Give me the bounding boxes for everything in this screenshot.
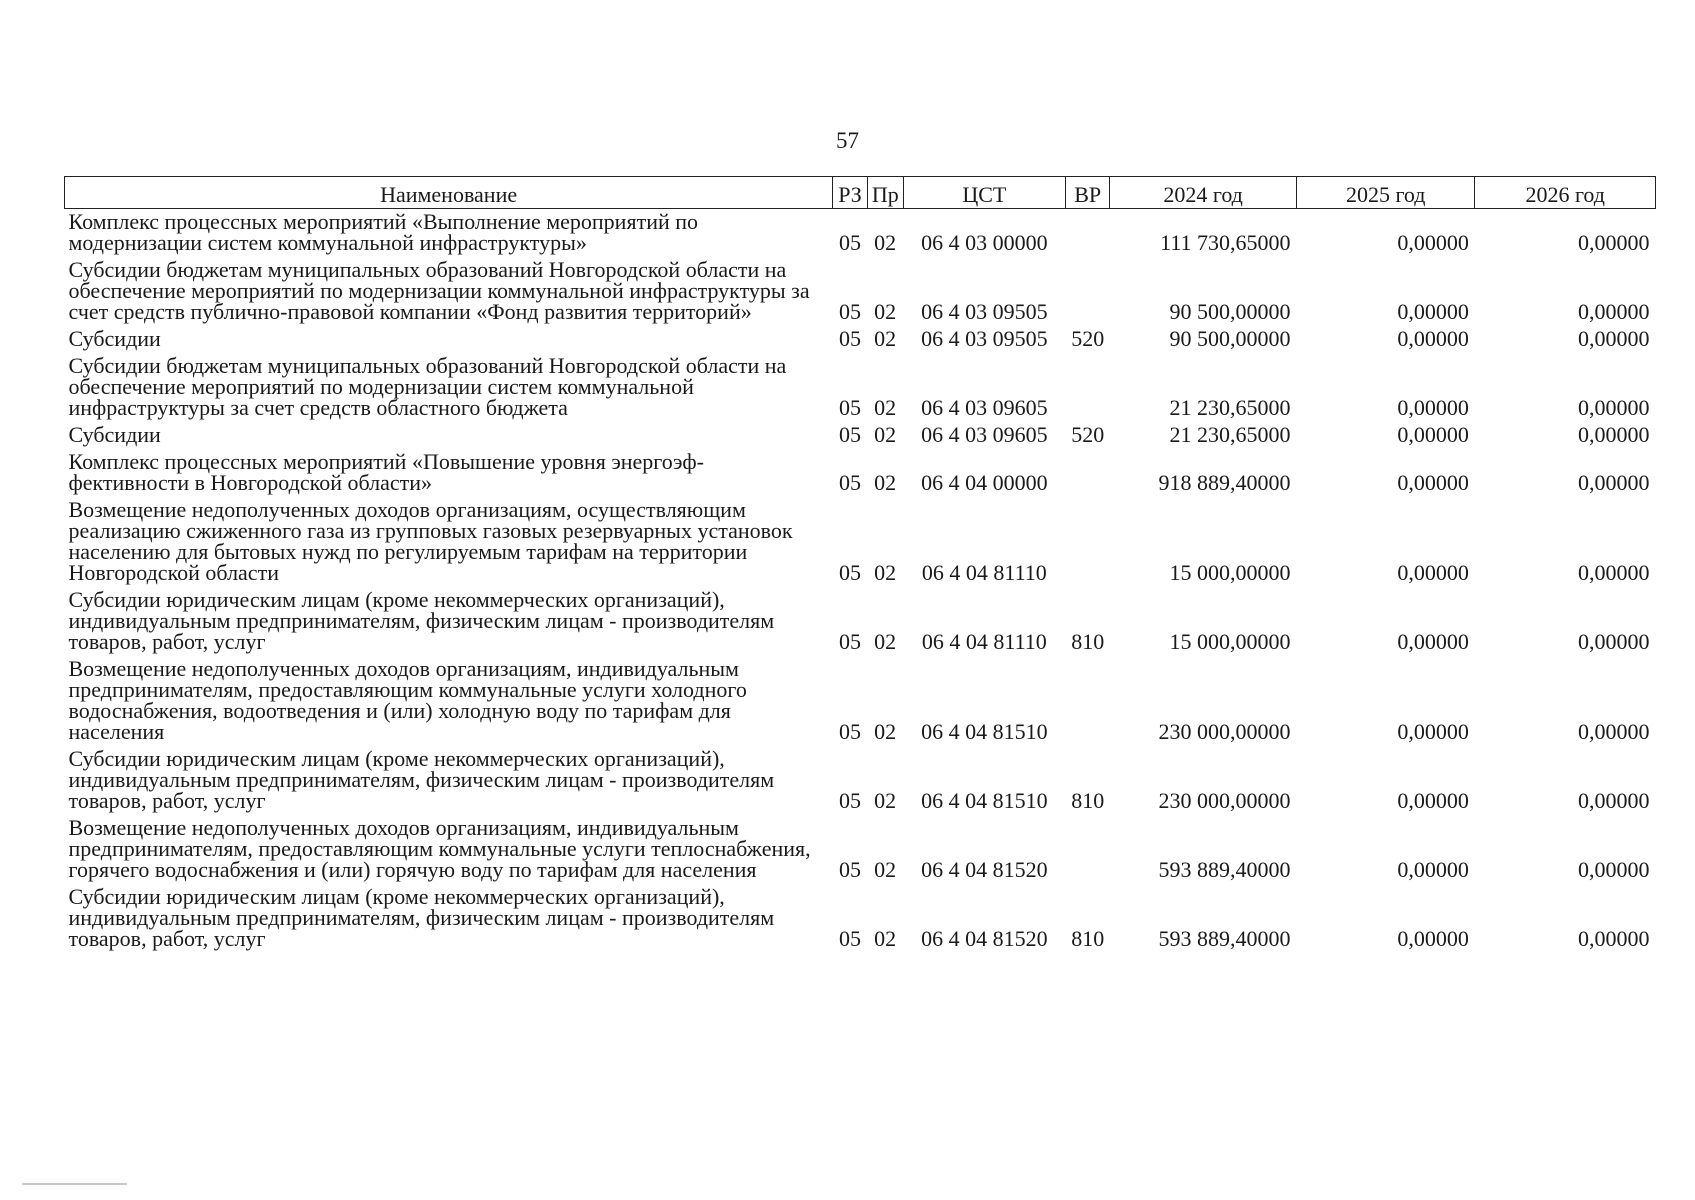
row-rz: 05	[839, 857, 862, 882]
scan-artifact-line	[22, 1183, 127, 1185]
row-vr: 520	[1071, 326, 1105, 351]
row-vr	[1066, 353, 1110, 422]
row-cst: 06 4 04 00000	[921, 470, 1048, 495]
header-pr: Пр	[867, 177, 903, 209]
row-2025: 0,00000	[1397, 299, 1469, 324]
row-pr: 02	[874, 299, 897, 324]
row-2025: 0,00000	[1397, 719, 1469, 744]
row-2024: 111 730,65000	[1160, 230, 1291, 255]
row-pr: 02	[874, 326, 897, 351]
row-pr: 02	[874, 470, 897, 495]
row-2025: 0,00000	[1397, 470, 1469, 495]
row-vr	[1066, 257, 1110, 326]
row-2026: 0,00000	[1578, 470, 1650, 495]
row-vr	[1066, 497, 1110, 587]
row-pr: 02	[874, 926, 897, 951]
row-2026: 0,00000	[1578, 719, 1650, 744]
row-rz: 05	[839, 470, 862, 495]
row-2025: 0,00000	[1397, 629, 1469, 654]
table-row	[65, 746, 1656, 815]
row-vr	[1066, 449, 1110, 497]
header-2026: 2026 год	[1475, 177, 1656, 209]
row-cst: 06 4 04 81110	[921, 629, 1047, 654]
row-vr	[1066, 656, 1110, 746]
header-name: Наименование	[65, 177, 833, 209]
row-rz: 05	[839, 230, 862, 255]
header-rz: РЗ	[833, 177, 868, 209]
row-rz: 05	[839, 395, 862, 420]
row-rz: 05	[839, 422, 862, 447]
row-rz: 05	[839, 326, 862, 351]
row-cst: 06 4 04 81520	[921, 857, 1048, 882]
row-2024: 593 889,40000	[1158, 857, 1291, 882]
row-name: Субсидии	[68, 326, 161, 351]
row-2025: 0,00000	[1397, 326, 1469, 351]
row-2024: 15 000,00000	[1169, 629, 1291, 654]
row-2026: 0,00000	[1578, 326, 1650, 351]
row-pr: 02	[874, 230, 897, 255]
table-row	[65, 587, 1656, 656]
row-2024: 15 000,00000	[1169, 560, 1291, 585]
row-2025: 0,00000	[1397, 926, 1469, 951]
row-cst: 06 4 04 81520	[921, 926, 1048, 951]
row-vr: 810	[1071, 788, 1105, 813]
table-header-row	[65, 177, 1656, 209]
row-cst: 06 4 03 09605	[921, 422, 1048, 447]
header-cst: ЦСТ	[903, 177, 1066, 209]
row-2024: 230 000,00000	[1158, 719, 1291, 744]
row-2026: 0,00000	[1578, 560, 1650, 585]
row-name: Субсидии юридическим лицам (кроме некоммерческих организаций), индивидуальным предпринимателям, физическим лицам - производителям товаров, работ, услуг	[68, 746, 775, 813]
row-name: Комплекс процессных мероприятий «Повышение уровня энергоэффективности в Новгородской области»	[68, 449, 704, 495]
row-2024: 230 000,00000	[1158, 788, 1291, 813]
row-rz: 05	[839, 299, 862, 324]
header-vr: ВР	[1066, 177, 1110, 209]
row-pr: 02	[874, 719, 897, 744]
row-name: Возмещение недополученных доходов организациям, осуществляющим реализацию сжиженного газа из групповых газовых резервуарных установок населению для бытовых нужд по регулируемым тарифам на территории Новгородской области	[68, 497, 793, 585]
row-pr: 02	[874, 629, 897, 654]
row-2026: 0,00000	[1578, 230, 1650, 255]
budget-table	[64, 176, 1656, 953]
header-2025: 2025 год	[1297, 177, 1475, 209]
row-2025: 0,00000	[1397, 422, 1469, 447]
row-2024: 918 889,40000	[1158, 470, 1291, 495]
table-row	[65, 815, 1656, 884]
row-name: Субсидии юридическим лицам (кроме некоммерческих организаций), индивидуальным предпринимателям, физическим лицам - производителям товаров, работ, услуг	[68, 587, 775, 654]
row-pr: 02	[874, 788, 897, 813]
row-2025: 0,00000	[1397, 395, 1469, 420]
row-2025: 0,00000	[1397, 230, 1469, 255]
table-row	[65, 326, 1656, 353]
header-2024: 2024 год	[1110, 177, 1297, 209]
row-name: Возмещение недополученных доходов организациям, индивидуальным предпринимателям, предоставляющим коммунальные услуги теплоснабжения, горячего водоснабжения и (или) горячую воду по тарифам для населения	[68, 815, 811, 882]
row-vr: 810	[1071, 629, 1105, 654]
row-2026: 0,00000	[1578, 299, 1650, 324]
row-pr: 02	[874, 395, 897, 420]
table-row	[65, 209, 1656, 258]
row-2025: 0,00000	[1397, 560, 1469, 585]
row-rz: 05	[839, 788, 862, 813]
row-vr: 520	[1071, 422, 1105, 447]
row-cst: 06 4 03 09505	[921, 299, 1048, 324]
table-row	[65, 884, 1656, 953]
page-number: 57	[836, 128, 859, 153]
row-rz: 05	[839, 719, 862, 744]
row-rz: 05	[839, 560, 862, 585]
row-rz: 05	[839, 926, 862, 951]
row-vr	[1066, 815, 1110, 884]
row-vr	[1066, 209, 1110, 258]
row-name: Субсидии юридическим лицам (кроме некоммерческих организаций), индивидуальным предпринимателям, физическим лицам - производителям товаров, работ, услуг	[68, 884, 775, 951]
row-name: Субсидии бюджетам муниципальных образований Новгородской области на обеспечение мероприятий по модернизации систем коммунальной инфраструктуры за счет средств областного бюджета	[68, 353, 787, 420]
table-row	[65, 353, 1656, 422]
row-pr: 02	[874, 422, 897, 447]
table-body	[65, 209, 1656, 954]
row-2025: 0,00000	[1397, 788, 1469, 813]
row-name: Возмещение недополученных доходов организациям, индивидуальным предпринимателям, предоставляющим коммунальные услуги холодного водоснабжения, водоотведения и (или) холодную воду по тарифам для населения	[68, 656, 747, 744]
table-row	[65, 422, 1656, 449]
row-cst: 06 4 03 09605	[921, 395, 1048, 420]
row-2026: 0,00000	[1578, 629, 1650, 654]
row-2026: 0,00000	[1578, 395, 1650, 420]
row-2024: 21 230,65000	[1169, 422, 1291, 447]
row-2024: 90 500,00000	[1169, 326, 1291, 351]
row-pr: 02	[874, 857, 897, 882]
row-2025: 0,00000	[1397, 857, 1469, 882]
row-cst: 06 4 03 09505	[921, 326, 1048, 351]
row-name: Комплекс процессных мероприятий «Выполнение мероприятий по модернизации систем коммунальной инфраструктуры»	[68, 209, 699, 255]
row-2026: 0,00000	[1578, 857, 1650, 882]
row-2024: 21 230,65000	[1169, 395, 1291, 420]
row-2024: 593 889,40000	[1158, 926, 1291, 951]
row-2026: 0,00000	[1578, 422, 1650, 447]
table-row	[65, 449, 1656, 497]
row-2026: 0,00000	[1578, 926, 1650, 951]
row-name: Субсидии бюджетам муниципальных образований Новгородской области на обеспечение мероприятий по модернизации коммунальной инфраструктуры за счет средств публично-правовой компании «Фонд развития территорий»	[68, 257, 810, 324]
row-cst: 06 4 04 81510	[921, 788, 1048, 813]
row-cst: 06 4 04 81110	[921, 560, 1047, 585]
row-vr: 810	[1071, 926, 1105, 951]
row-rz: 05	[839, 629, 862, 654]
row-cst: 06 4 04 81510	[921, 719, 1048, 744]
table-row	[65, 497, 1656, 587]
row-pr: 02	[874, 560, 897, 585]
table-row	[65, 257, 1656, 326]
row-cst: 06 4 03 00000	[921, 230, 1048, 255]
row-2024: 90 500,00000	[1169, 299, 1291, 324]
row-name: Субсидии	[68, 422, 161, 447]
table-row	[65, 656, 1656, 746]
row-2026: 0,00000	[1578, 788, 1650, 813]
